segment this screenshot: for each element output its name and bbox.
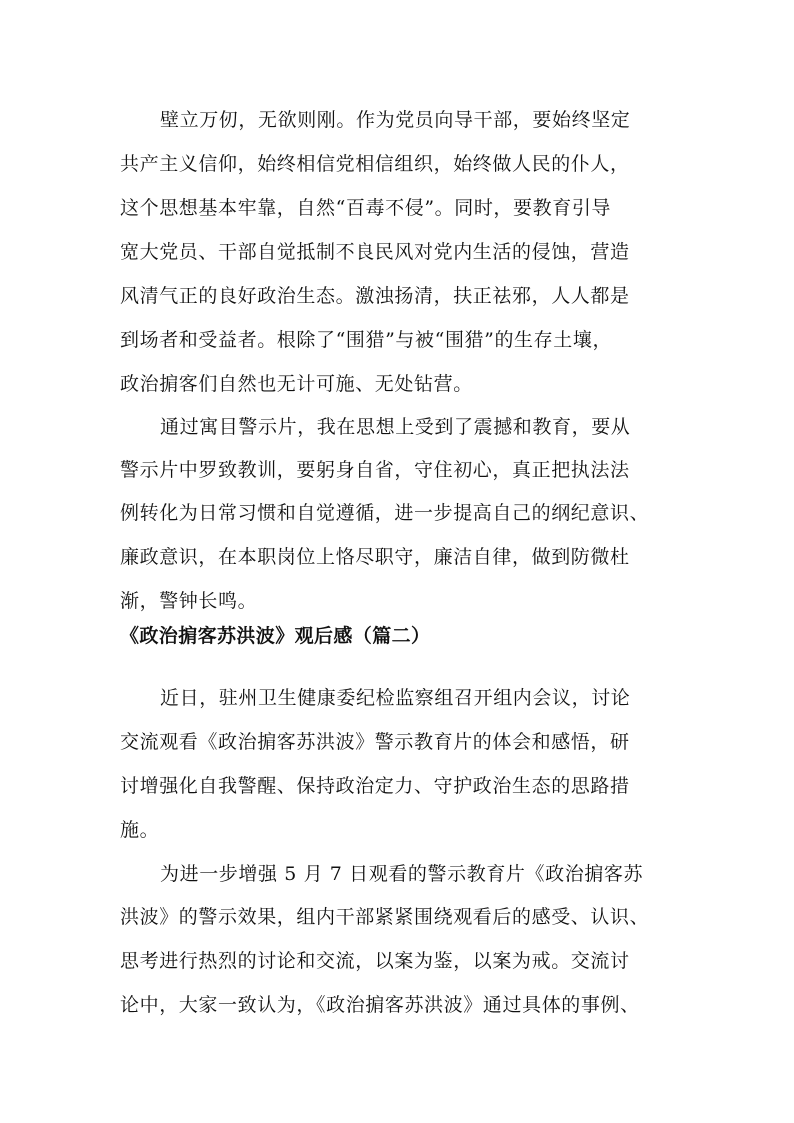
paragraph-line: 政治掮客们自然也无计可施、无处钻营。 xyxy=(120,373,473,395)
paragraph-line: 讨增强化自我警醒、保持政治定力、守护政治生态的思路措 xyxy=(120,775,630,797)
paragraph-line: 到场者和受益者。根除了“围猎”与被“围猎”的生存土壤， xyxy=(120,329,613,351)
paragraph-line: 廉政意识，在本职岗位上恪尽职守，廉洁自律，做到防微杜 xyxy=(120,546,630,568)
paragraph-line: 论中，大家一致认为，《政治掮客苏洪波》通过具体的事例、 xyxy=(120,994,640,1016)
paragraph-line: 通过寓目警示片，我在思想上受到了震撼和教育，要从 xyxy=(160,416,631,438)
paragraph-line: 为进一步增强 5 月 7 日观看的警示教育片《政治掮客苏 xyxy=(160,863,644,885)
paragraph-line: 风清气正的良好政治生态。激浊扬清，扶正祛邪，人人都是 xyxy=(120,285,630,307)
paragraph-line: 这个思想基本牢靠，自然“百毒不侵”。同时，要教育引导 xyxy=(120,197,612,219)
paragraph-line: 例转化为日常习惯和自觉遵循，进一步提高自己的纲纪意识、 xyxy=(120,502,650,524)
section-heading: 《政治掮客苏洪波》观后感（篇二） xyxy=(120,625,431,647)
paragraph-line: 近日，驻州卫生健康委纪检监察组召开组内会议，讨论 xyxy=(160,687,631,709)
paragraph-line: 宽大党员、干部自觉抵制不良民风对党内生活的侵蚀，营造 xyxy=(120,241,630,263)
paragraph-line: 警示片中罗致教训，要躬身自省，守住初心，真正把执法法 xyxy=(120,459,630,481)
paragraph-line: 壁立万仞，无欲则刚。作为党员向导干部，要始终坚定 xyxy=(160,109,631,131)
paragraph-line: 洪波》的警示效果，组内干部紧紧围绕观看后的感受、认识、 xyxy=(120,906,650,928)
paragraph-line: 交流观看《政治掮客苏洪波》警示教育片的体会和感悟，研 xyxy=(120,731,630,753)
paragraph-line: 共产主义信仰，始终相信党相信组织，始终做人民的仆人， xyxy=(120,153,630,175)
paragraph-line: 施。 xyxy=(120,819,160,841)
paragraph-line: 思考进行热烈的讨论和交流，以案为鉴，以案为戒。交流讨 xyxy=(120,950,630,972)
paragraph-line: 渐，警钟长鸣。 xyxy=(120,590,258,612)
